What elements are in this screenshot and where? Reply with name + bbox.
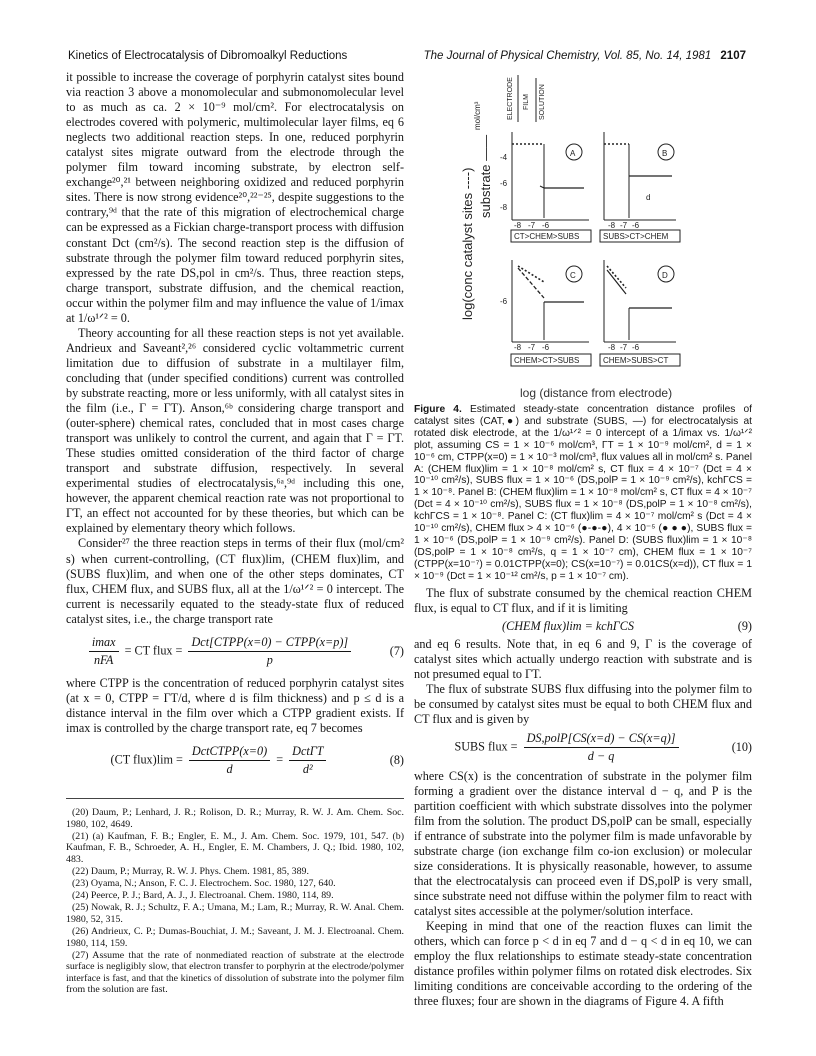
eq8-lhs: (CT flux)lim = (110, 752, 183, 767)
equation-9 (414, 619, 752, 634)
region-electrode: ELECTRODE (507, 77, 514, 120)
reference-item: (23) Oyama, N.; Anson, F. C. J. Electrochem. Soc. 1980, 127, 640. (72, 878, 336, 890)
eq8-a-den: d (226, 762, 233, 777)
eq8-number: (8) (389, 753, 404, 768)
figure-4-diagram (414, 70, 754, 400)
figure-4 (414, 70, 754, 400)
region-film: FILM (523, 94, 530, 110)
equation-7 (66, 635, 404, 668)
paragraph: Keeping in mind that one of the reaction fluxes can limit the others, which can force p < d in eq 7 and d − q < d in eq 10, we can employ the flux relationships to estimate steady-state concentration distance profiles within polymer films on rotated disk electrodes. Six limiting conditions are conceivable according to the ordering of the three fluxes; four are shown in the diagrams of Figure 4. A fifth (414, 918, 752, 1009)
right-column (414, 586, 752, 1009)
eq8-b-num: DctΓT (289, 744, 326, 761)
panel-a (500, 132, 591, 242)
reference-item: (25) Nowak, R. J.; Schultz, F. A.; Umana, M.; Lam, R.; Murray, R. W. Anal. Chem. 1980, 52, 315. (66, 902, 404, 925)
references (66, 798, 404, 997)
eq7-rhs-num: Dct[CTPP(x=0) − CTPP(x=p)] (188, 635, 351, 652)
tick-x-b-2: -7 (620, 221, 628, 230)
region-solution: SOLUTION (539, 84, 546, 120)
eq7-number: (7) (389, 643, 404, 658)
reference-item: (26) Andrieux, C. P.; Dumas-Bouchiat, J. M.; Saveant, J. M. J. Electroanal. Chem. 1980, 114, 159. (66, 925, 404, 949)
tick-x-d-3: -6 (632, 343, 640, 352)
figure-xlabel: log (distance from electrode) (520, 386, 673, 400)
reference-item: (27) Assume that the rate of nonmediated reaction of substrate at the electrode surface is negligibly slow, that electron transfer to porphyrin at the electrode/polymer interface is fast, and that the kinetics of dissolution of substrate into the polymer film from the solution are fast. (66, 949, 404, 996)
tick-x-d-1: -8 (608, 343, 616, 352)
page-number: 2107 (720, 50, 746, 62)
tick-x-a-2: -7 (528, 221, 536, 230)
eq10-lhs: SUBS flux = (454, 739, 518, 754)
panel-c (500, 260, 591, 366)
panel-d (600, 260, 680, 366)
tick-x-c-3: -6 (542, 343, 550, 352)
eq10-number: (10) (731, 740, 752, 755)
figure-units: mol/cm³ (473, 101, 482, 130)
tick-x-a-3: -6 (542, 221, 550, 230)
figure-ylabel: log(conc catalyst sites ----) (460, 167, 475, 320)
tick-x-d-2: -7 (620, 343, 628, 352)
panel-b-letter: B (662, 149, 668, 158)
eq8-equals: = (276, 752, 284, 767)
panel-d-label: CHEM>SUBS>CT (603, 356, 669, 365)
eq9-body: (CHEM flux)lim = kchΓCS (502, 619, 634, 634)
reference-item: (22) Daum, P.; Murray, R. W. J. Phys. Chem. 1981, 85, 389. (72, 865, 309, 877)
paragraph: where CS(x) is the concentration of substrate in the polymer film forming a gradient over the distance interval d − q, and P is the partition coefficient with which substrate dissolves into the polymer film from the solution. The product DS,polP can be small, especially if entrance of substrate into the polymer film is made unfavorable by substrate charge (ion exchange film co-ion exclusion) or molecular size considerations. It is physically reasonable, however, to assume that the electrocatalysis can proceed even if DS,polP is very small, since substrate need not diffuse within the polymer film to react with catalyst sites accessible at the polymer/solution interface. (414, 768, 752, 918)
panel-d-letter: D (662, 271, 668, 280)
panel-b (600, 132, 680, 242)
eq7-lhs-den: nFA (93, 652, 114, 667)
equation-10 (414, 731, 752, 764)
equation-8 (66, 744, 404, 777)
tick-x-b-3: -6 (632, 221, 640, 230)
eq7-lhs-num: imax (89, 635, 119, 652)
tick-x-c-2: -7 (528, 343, 536, 352)
figure-caption (414, 404, 752, 583)
tick-y-c: -6 (500, 297, 508, 306)
eq10-num: DS,polP[CS(x=d) − CS(x=q)] (524, 731, 679, 748)
tick-y-a-2: -6 (500, 179, 508, 188)
paragraph: Consider²⁷ the three reaction steps in terms of their flux (mol/cm² s) when current-controlling, (CT flux)lim, (CHEM flux)lim, and (SUBS flux)lim, and when one of the other steps dominates, CT flux, CHEM flux, and SUBS flux, all at the 1/ω¹ᐟ² = 0 intercept. The current is necessarily equated to the steady-state flux of reduced catalyst sites, i.e., the charge transport rate (66, 536, 404, 626)
panel-c-label: CHEM>CT>SUBS (514, 356, 580, 365)
left-column (66, 70, 404, 785)
reference-item: (24) Peerce, P. J.; Bard, A. J., J. Electroanal. Chem. 1980, 114, 89. (72, 890, 334, 902)
tick-y-a-1: -4 (500, 153, 508, 162)
eq7-rhs-den: p (266, 652, 273, 667)
reference-item: (21) (a) Kaufman, F. B.; Engler, E. M., J. Am. Chem. Soc. 1979, 101, 547. (b) Kaufman, F. B., Schroeder, A. H., Engler, E. M. Chambers, J. Q.; Ibid. 1980, 102, 483. (66, 830, 404, 865)
panel-a-label: CT>CHEM>SUBS (514, 232, 580, 241)
eq8-a-num: DctCTPP(x=0) (189, 744, 270, 761)
paragraph: where CTPP is the concentration of reduced porphyrin catalyst sites (at x = 0, CTPP = ΓT/d, where d is film thickness) and p ≤ d is a distance interval in the film over which a CTPP gradient exists. If imax is controlled by the charge transport rate, eq 7 becomes (66, 675, 404, 735)
journal-header (424, 50, 746, 62)
paragraph: and eq 6 results. Note that, in eq 6 and 9, Γ is the coverage of catalyst sites which actually undergo reaction with substrate and is not presumed equal to ΓT. (414, 637, 752, 682)
paragraph: Theory accounting for all these reaction steps is not yet available. Andrieux and Saveant²,²⁶ considered cyclic voltammetric current limitation due to diffusion of substrate in a multilayer film, concluding that (under specified conditions) current was controlled by substrate reacting, more or less uniformly, with all catalyst sites in the film (i.e., Γ = ΓT). Anson,⁶ᵇ considering charge transport and (outer-sphere) chemical rates, concluded that in most cases charge transport was unlikely to control the current, and again that Γ = ΓT. These studies omitted consideration of the third factor of charge transport and substrate diffusion, respectively. In several experimental studies of electrocatalysis,⁶ᵃ,⁹ᵈ including this one, however, the apparent chemical reaction rate was not proportional to ΓT, an effect not accounted for by these theories, but which can be explained by elementary theory which follows. (66, 325, 405, 536)
eq8-b-den: d² (302, 762, 313, 777)
running-header: Kinetics of Electrocatalysis of Dibromoalkyl Reductions (68, 50, 348, 62)
eq7-mid: = CT flux = (124, 643, 183, 658)
tick-y-a-3: -8 (500, 203, 508, 212)
journal-citation: The Journal of Physical Chemistry, Vol. 85, No. 14, 1981 (423, 50, 712, 62)
tick-x-b-1: -8 (608, 221, 616, 230)
eq10-den: d − q (587, 749, 615, 764)
eq9-number: (9) (737, 619, 752, 634)
figure-ylabel-substrate: substrate —— (478, 134, 493, 218)
tick-x-c-1: -8 (514, 343, 522, 352)
figure-caption-text: Estimated steady-state concentration distance profiles of catalyst sites (CAT,●) and substrate (SUBS, —) for electrocatalysis at rotated disk electrode, at the 1/ω¹ᐟ² = 0 intercept of a 1/imax vs. 1/ω¹ᐟ² plot, assuming CS = 1 × 10⁻⁶ mol/cm³, ΓT = 1 × 10⁻⁹ mol/cm², d = 1 × 10⁻⁶ cm, CTPP(x=0) = 1 × 10⁻³ mol/cm³, flux values all in mol/cm² s. Panel A: (CHEM flux)lim = 1 × 10⁻⁸ mol/cm² s, CT flux = 4 × 10⁻⁷ (Dct = 4 × 10⁻¹⁰ cm²/s), SUBS flux = 1 × 10⁻⁶ (DS,polP = 1 × 10⁻⁹ cm²/s), kchΓCS = 1 × 10⁻⁸. Panel B: (CHEM flux)lim = 1 × 10⁻⁸ mol/cm² s, CT flux = 4 × 10⁻⁷ (Dct = 4 × 10⁻¹⁰ cm²/s), SUBS flux = 1 × 10⁻⁸ (DS,polP = 1 × 10⁻⁸ cm²/s), kchΓCS = 1 × 10⁻⁸. Panel C: (CT flux)lim = 4 × 10⁻⁷ mol/cm² s (Dct = 4 × 10⁻¹⁰ cm²/s), CHEM flux > 4 × 10⁻⁶ (●-●-●), 4 × 10⁻⁵ (● ● ●), SUBS flux = 1 × 10⁻⁶ (DS,polP = 1 × 10⁻⁹ cm²/s). Panel D: (SUBS flux)lim = 1 × 10⁻⁸ (DS,polP = 1 × 10⁻⁸ cm²/s, q = 1 × 10⁻⁷ cm), CHEM flux = 1 × 10⁻⁷ (CTPP(x=10⁻⁷) = 0.01CTPP(x=0); CS(x=10⁻⁷) = 0.01CS(x=d)), CT flux = 1 × 10⁻⁹ (Dct = 1 × 10⁻¹² cm²/s, p = 1 × 10⁻⁷ cm). (414, 404, 752, 582)
figure-caption-label: Figure 4. (414, 404, 462, 415)
tick-x-a-1: -8 (514, 221, 522, 230)
paragraph: The flux of substrate consumed by the chemical reaction CHEM flux, is equal to CT flux, and if it is limiting (414, 586, 752, 616)
panel-a-letter: A (570, 149, 576, 158)
panel-c-letter: C (570, 271, 576, 280)
panel-b-d: d (646, 193, 651, 202)
reference-item: (20) Daum, P.; Lenhard, J. R.; Rolison, D. R.; Murray, R. W. J. Am. Chem. Soc. 1980, 102, 4649. (66, 807, 404, 830)
panel-b-label: SUBS>CT>CHEM (603, 232, 669, 241)
paragraph: The flux of substrate SUBS flux diffusing into the polymer film to be consumed by catalyst sites must be equal to both CHEM flux and CT flux and is given by (414, 682, 752, 727)
paragraph: it possible to increase the coverage of porphyrin catalyst sites bound via reaction 3 above a monomolecular and submonomolecular level to as much as ca. 2 × 10⁻⁹ mol/cm². For electrocatalysis on electrodes covered with polymeric, multimolecular layer films, eq 6 neglects two additional reaction steps. In one, reduced porphyrin catalyst sites migrate outward from the electrode through the polymer film toward incoming substrate, by electron self-exchange²⁰,²¹ between neighboring oxidized and reduced porphyrin sites. There is now strong evidence²⁰,²²⁻²⁵, despite suggestions to the contrary,⁹ᵈ that the rate of this migration of electrochemical charge can be expressed as a Fickian charge-transport process with diffusion constant Dct (cm²/s). The second reaction step is the diffusion of substrate through the polymer film toward reduced porphyrin sites, expressed by the rate DS,pol in cm²/s. Thus, three reaction steps, charge transport, substrate diffusion, and the chemical reaction, occur within the polymer film and may influence the value of 1/imax at 1/ω¹ᐟ² = 0. (66, 70, 404, 325)
